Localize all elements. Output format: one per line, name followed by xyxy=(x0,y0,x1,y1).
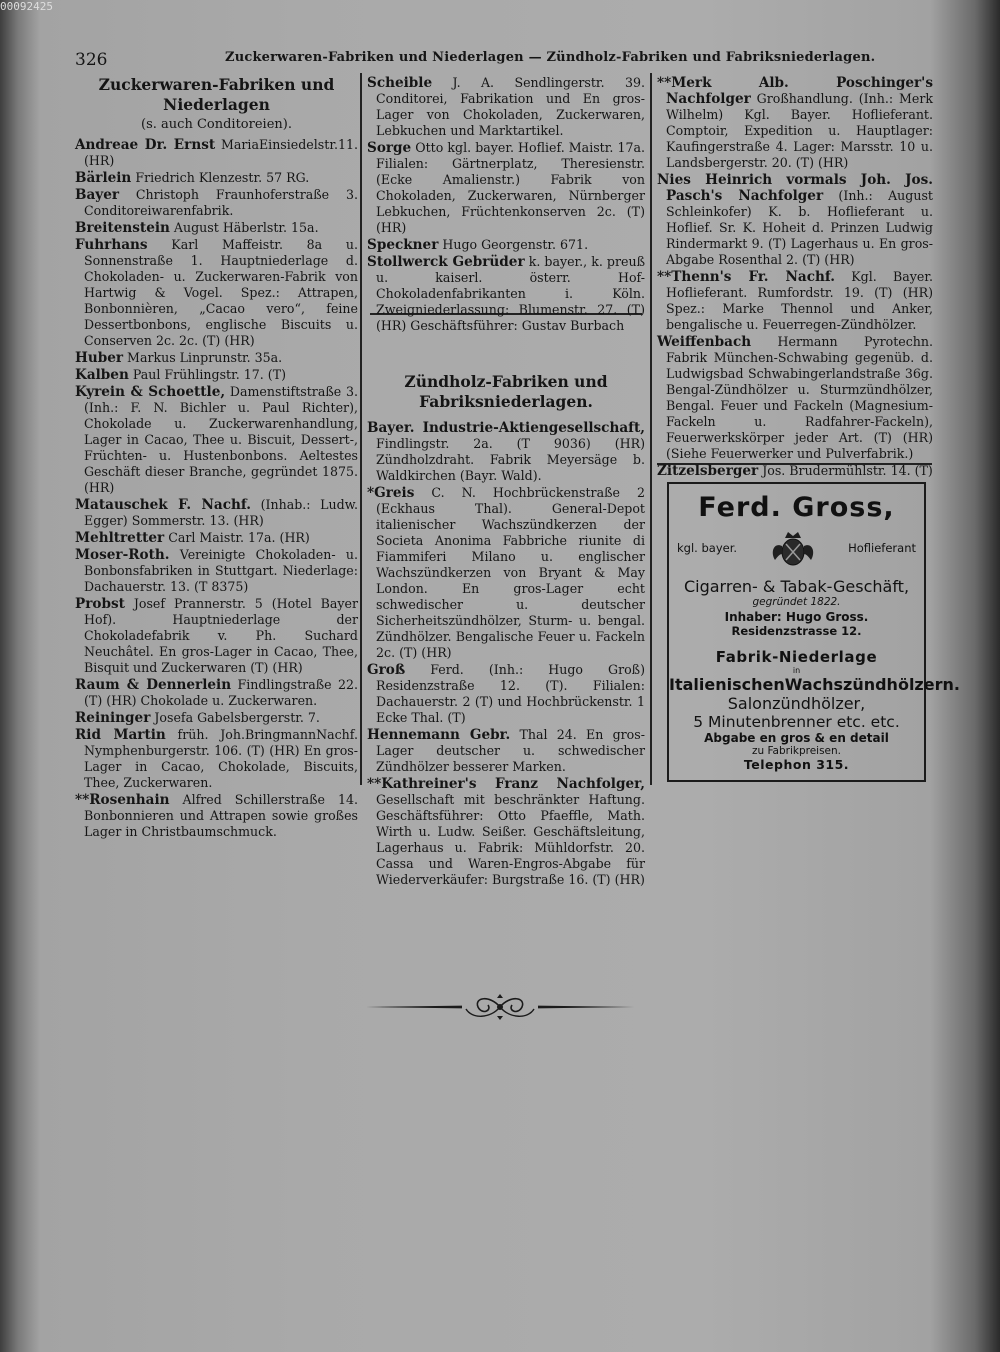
entry-text: Hermann Pyrotechn. Fabrik München-Schwabing gegenüb. d. Ludwigsbad Schwabingerlandstraße 36g. Bengal-Zündhölzer u. Sturmzündhölzer, Bengal. Feuer und Fackeln (Magnesium-Fackeln u. Radfahrer-Fackeln), Feuerwerkskörper jeder Art. (T) (HR) (Siehe Feuerwerker und Pulverfabrik.) xyxy=(666,334,933,461)
advertisement-box xyxy=(667,482,960,782)
ad-left-text: kgl. bayer. xyxy=(677,541,738,555)
entry-text: Findlingstraße 22. (T) (HR) Chokolade u. Zuckerwaren. xyxy=(84,677,358,708)
ad-line-founded: gegründet 1822. xyxy=(752,596,841,608)
section-title-zuendholz: Zündholz-Fabriken und Fabriksniederlagen. xyxy=(404,372,608,411)
list-item xyxy=(75,792,358,840)
entry-name: Sorge xyxy=(367,140,412,156)
entry-name: Mehltretter xyxy=(75,530,165,546)
entry-text: MariaEinsiedelstr.11. (HR) xyxy=(84,137,358,168)
ad-right-text: Hoflieferant xyxy=(848,541,916,555)
entry-text: August Häberlstr. 15a. xyxy=(169,220,319,235)
column-divider-right xyxy=(650,73,652,785)
list-item xyxy=(75,596,358,676)
list-item xyxy=(75,384,358,496)
list-item xyxy=(75,677,358,709)
list-item xyxy=(367,254,645,334)
column-3 xyxy=(657,75,933,480)
column-divider-left xyxy=(360,73,362,785)
list-item xyxy=(367,662,645,726)
entry-name: Reininger xyxy=(75,710,151,726)
entry-text: Markus Linprunstr. 35a. xyxy=(123,350,283,365)
list-item xyxy=(75,187,358,219)
entry-text: Karl Maffeistr. 8a u. Sonnenstraße 1. Hauptniederlage d. Chokoladen- u. Zuckerwaren-Fabrik von Hartwig & Vogel. Spez.: Attrapen, Bonbonnièren, „Cacao vero“, feine Dessertbonbons, englische Biscuits u. Conserven 2c. 2c. (T) (HR) xyxy=(84,237,358,348)
entry-text: k. bayer., k. preuß u. kaiserl. österr. Hof-Chokoladenfabrikanten i. Köln. Zweigniederlassung: Blumenstr. 27. (T) (HR) Geschäftsführer: Gustav Burbach xyxy=(376,254,645,333)
list-item xyxy=(75,530,358,546)
entry-name: Bayer. Industrie-Aktiengesellschaft, xyxy=(367,420,645,436)
ad-line-sales: Abgabe en gros & en detail xyxy=(704,731,889,745)
entry-name: Nies Heinrich vormals Joh. Jos. Pasch's Nachfolger xyxy=(657,172,933,204)
ad-line-telephone: Telephon 315. xyxy=(743,757,850,772)
list-item xyxy=(367,776,645,888)
list-item xyxy=(657,269,933,333)
ad-line-prices: zu Fabrikpreisen. xyxy=(751,745,842,757)
entry-name: Kalben xyxy=(75,367,129,383)
entry-text: Großhandlung. (Inh.: Merk Wilhelm) Kgl. Bayer. Hoflieferant. Comptoir, Expedition u. Hauptlager: Kaufingerstraße 4. Lager: Marsstr. 10 u. Landsbergerstr. 20. (T) (HR) xyxy=(666,91,933,170)
entry-text: Paul Frühlingstr. 17. (T) xyxy=(128,367,287,382)
list-item xyxy=(367,140,645,236)
list-item xyxy=(657,334,933,462)
entry-text: früh. Joh.BringmannNachf. Nymphenburgerstr. 106. (T) (HR) En gros-Lager in Cacao, Chokolade, Biscuits, Thee, Zuckerwaren. xyxy=(84,727,358,790)
entry-text: Vereinigte Chokoladen- u. Bonbonsfabriken in Stuttgart. Niederlage: Dachauerstr. 13. (T 8375) xyxy=(84,547,358,594)
entry-name: **Merk Alb. Poschinger's Nachfolger xyxy=(657,75,933,107)
list-item xyxy=(657,172,933,268)
entry-name: Raum & Dennerlein xyxy=(75,677,232,693)
entry-name: Probst xyxy=(75,596,125,612)
entry-text: Ferd. (Inh.: Hugo Groß) Residenzstraße 12. (T). Filialen: Dachauerstr. 2 (T) und Hochbrückenstr. 1 Ecke Thal. (T) xyxy=(376,662,645,725)
section-note: (s. auch Conditoreien). xyxy=(141,117,292,132)
ad-line-in: in xyxy=(792,666,801,675)
entry-name: Moser-Roth. xyxy=(75,547,170,563)
list-item xyxy=(75,220,358,236)
entry-text: Thal 24. En gros-Lager deutscher u. schwedischer Zündhölzer besserer Marken. xyxy=(376,727,645,774)
list-item xyxy=(75,350,358,366)
list-item xyxy=(657,75,933,171)
entry-text: (Inhab.: Ludw. Egger) Sommerstr. 13. (HR) xyxy=(84,497,358,528)
entry-name: Bärlein xyxy=(75,170,132,186)
entry-text: Damenstiftstraße 3. (Inh.: F. N. Bichler u. Paul Richter), Chokolade u. Zuckerwarenhandlung, Lager in Cacao, Thee u. Biscuit, Dessert-, Früchten- u. Hustenbonbons. Aeltestes Geschäft dieser Branche, gegründet 1875. (HR) xyxy=(84,384,359,495)
entry-name: *Greis xyxy=(367,485,415,501)
list-item xyxy=(367,727,645,775)
list-item xyxy=(367,237,645,253)
list-item xyxy=(367,485,645,661)
page-number: 326 xyxy=(75,50,108,70)
section-title-zuckerwaren: Zuckerwaren-Fabriken und Niederlagen xyxy=(98,75,335,114)
entry-text: Alfred Schillerstraße 14. Bonbonnieren und Attrapen sowie großes Lager in Christbaumschmuck. xyxy=(84,792,358,839)
ad-line-depot: Fabrik-Niederlage xyxy=(715,648,878,666)
list-item xyxy=(75,547,358,595)
list-item xyxy=(75,727,358,791)
entry-text: Otto kgl. bayer. Hoflief. Maistr. 17a. Filialen: Gärtnerplatz, Theresienstr. (Ecke Amalienstr.) Fabrik von Chokoladen, Zuckerwaren, Nürnberger Lebkuchen, Früchtenkonserven 2c. (T) (HR) xyxy=(376,140,645,235)
entry-name: Groß xyxy=(367,662,406,678)
entry-name: Zitzelsberger xyxy=(657,463,759,479)
list-item xyxy=(75,710,358,726)
entry-text: Josef Prannerstr. 5 (Hotel Bayer Hof). Hauptniederlage der Chokoladefabrik v. Ph. Suchard Neuchâtel. En gros-Lager in Cacao, Thee, Bisquit und Zuckerwaren (T) (HR) xyxy=(84,596,358,675)
royal-crest-icon xyxy=(766,529,820,567)
entry-name: **Rosenhain xyxy=(75,792,170,808)
entry-name: Speckner xyxy=(367,237,439,253)
entry-name: Matauschek F. Nachf. xyxy=(75,497,251,513)
entry-name: Bayer xyxy=(75,187,120,203)
ad-line-salon: Salonzündhölzer, xyxy=(727,694,866,713)
scan-id: 00092425 xyxy=(0,0,53,13)
list-item xyxy=(657,463,933,479)
ad-line-business: Cigarren- & Tabak-Geschäft, xyxy=(683,577,910,596)
entry-name: Fuhrhans xyxy=(75,237,148,253)
entry-name: Hennemann Gebr. xyxy=(367,727,511,743)
list-item xyxy=(75,237,358,349)
entry-text: Friedrich Klenzestr. 57 RG. xyxy=(131,170,310,185)
column-2 xyxy=(367,75,645,889)
list-item xyxy=(75,137,358,169)
entry-text: Kgl. Bayer. Hoflieferant. Rumfordstr. 19. (T) (HR) Spez.: Marke Thennol und Anker, bengalische u. Feuerregen-Zündhölzer. xyxy=(666,269,933,332)
ad-crest-row xyxy=(677,529,916,567)
entry-name: **Thenn's Fr. Nachf. xyxy=(657,269,835,285)
ad-line-wax-matches: ItalienischenWachszündhölzern. xyxy=(669,675,960,694)
entry-text: Findlingstr. 2a. (T 9036) (HR) Zündholzdraht. Fabrik Meyersäge b. Waldkirchen (Bayr. Wald). xyxy=(376,436,645,483)
entry-text: Hugo Georgenstr. 671. xyxy=(438,237,589,252)
entry-name: Huber xyxy=(75,350,124,366)
entry-text: Josefa Gabelsbergerstr. 7. xyxy=(150,710,320,725)
ad-line-address: Residenzstrasse 12. xyxy=(731,624,862,638)
entry-name: Weiffenbach xyxy=(657,334,752,350)
list-item xyxy=(367,75,645,139)
entry-text: Gesellschaft mit beschränkter Haftung. Geschäftsführer: Otto Pfaeffle, Math. Wirth u. Ludw. Seißer. Geschäftsleitung, Lagerhaus u. Fabrik: Mühldorfstr. 20. Cassa und Waren-Engros-Abgabe für Wiederverkäufer: Burgstraße 16. (T) (HR) xyxy=(376,792,645,887)
ornament-divider-icon xyxy=(366,993,634,1021)
list-item xyxy=(75,497,358,529)
entry-name: Scheible xyxy=(367,75,433,91)
running-head: Zuckerwaren-Fabriken und Niederlagen — Zündholz-Fabriken und Fabriksniederlagen. xyxy=(225,50,876,65)
ad-line-owner: Inhaber: Hugo Gross. xyxy=(724,610,869,624)
entry-name: Stollwerck Gebrüder xyxy=(367,254,525,270)
entry-text: C. N. Hochbrückenstraße 2 (Eckhaus Thal). General-Depot italienischer Wachszündkerzen der Societa Anonima Fabbriche riunite di Fiammiferi Milano u. englischer Wachszündkerzen von Bryant & May London. En gros-Lager echt schwedischer u. deutscher Sicherheitszündhölzer, Sturm- u. bengal. Zündhölzer. Bengalische Feuer u. Fackeln 2c. (T) (HR) xyxy=(376,485,645,660)
entry-text: Christoph Fraunhoferstraße 3. Conditoreiwarenfabrik. xyxy=(84,187,358,218)
entry-name: Rid Martin xyxy=(75,727,166,743)
entry-text: Carl Maistr. 17a. (HR) xyxy=(164,530,310,545)
list-item xyxy=(75,367,358,383)
entry-name: Andreae Dr. Ernst xyxy=(75,137,216,153)
entry-name: **Kathreiner's Franz Nachfolger, xyxy=(367,776,645,792)
ad-firm-name: Ferd. Gross, xyxy=(698,492,895,523)
list-item xyxy=(75,170,358,186)
entry-text: Jos. Brudermühlstr. 14. (T) xyxy=(758,463,933,478)
entry-name: Breitenstein xyxy=(75,220,170,236)
ad-line-burners: 5 Minutenbrenner etc. etc. xyxy=(693,713,900,731)
entry-text: J. A. Sendlingerstr. 39. Conditorei, Fabrikation und En gros-Lager von Chokoladen, Zuckerwaren, Lebkuchen und Marktartikel. xyxy=(376,75,645,138)
entry-text: (Inh.: August Schleinkofer) K. b. Hoflieferant u. Hoflief. Sr. K. Hoheit d. Prinzen Ludwig Rindermarkt 9. (T) Lagerhaus u. En gros-Abgabe Rosenthal 2. (T) (HR) xyxy=(666,188,933,267)
entry-name: Kyrein & Schoettle, xyxy=(75,384,226,400)
list-item xyxy=(367,420,645,484)
column-1 xyxy=(75,75,358,841)
